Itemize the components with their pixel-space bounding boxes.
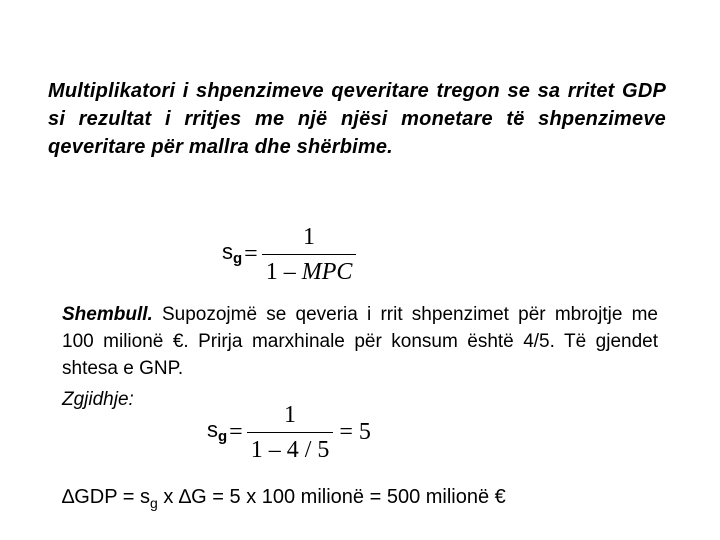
solution-label: Zgjidhje: [62,389,134,410]
fraction [247,400,334,465]
multiplier-symbol: $s_g$ [222,238,243,267]
denominator: 1 – 4 / 5 [247,432,334,465]
equals-sign: = [244,241,258,267]
multiplier-calculation [207,400,371,465]
calculation-result: = 5 [339,419,371,445]
example-label: Shembull. [62,304,153,325]
fraction [262,222,357,287]
example-paragraph [62,301,658,382]
denominator: 1 – MPC [262,254,357,287]
multiplier-symbol: $s_g$ [207,416,228,445]
numerator: 1 [284,402,297,428]
equals-sign: = [229,419,243,445]
multiplier-formula [222,222,356,287]
example-text: Supozojmë se qeveria i rrit shpenzimet për mbrojtje me 100 milionë €. Prirja marxhinale për konsum është 4/5. Të gjendet shtesa e GNP. [62,304,658,379]
gdp-answer: $\Delta GDP = s_g$ x ∆G = 5 x 100 milionë = 500 milionë € [62,486,506,511]
numerator: 1 [303,224,316,250]
definition-paragraph: Multiplikatori i shpenzimeve qeveritare tregon se sa rritet GDP si rezultat i rritjes me një njësi monetare të shpenzimeve qeveritare për mallra dhe shërbime. [48,80,666,158]
